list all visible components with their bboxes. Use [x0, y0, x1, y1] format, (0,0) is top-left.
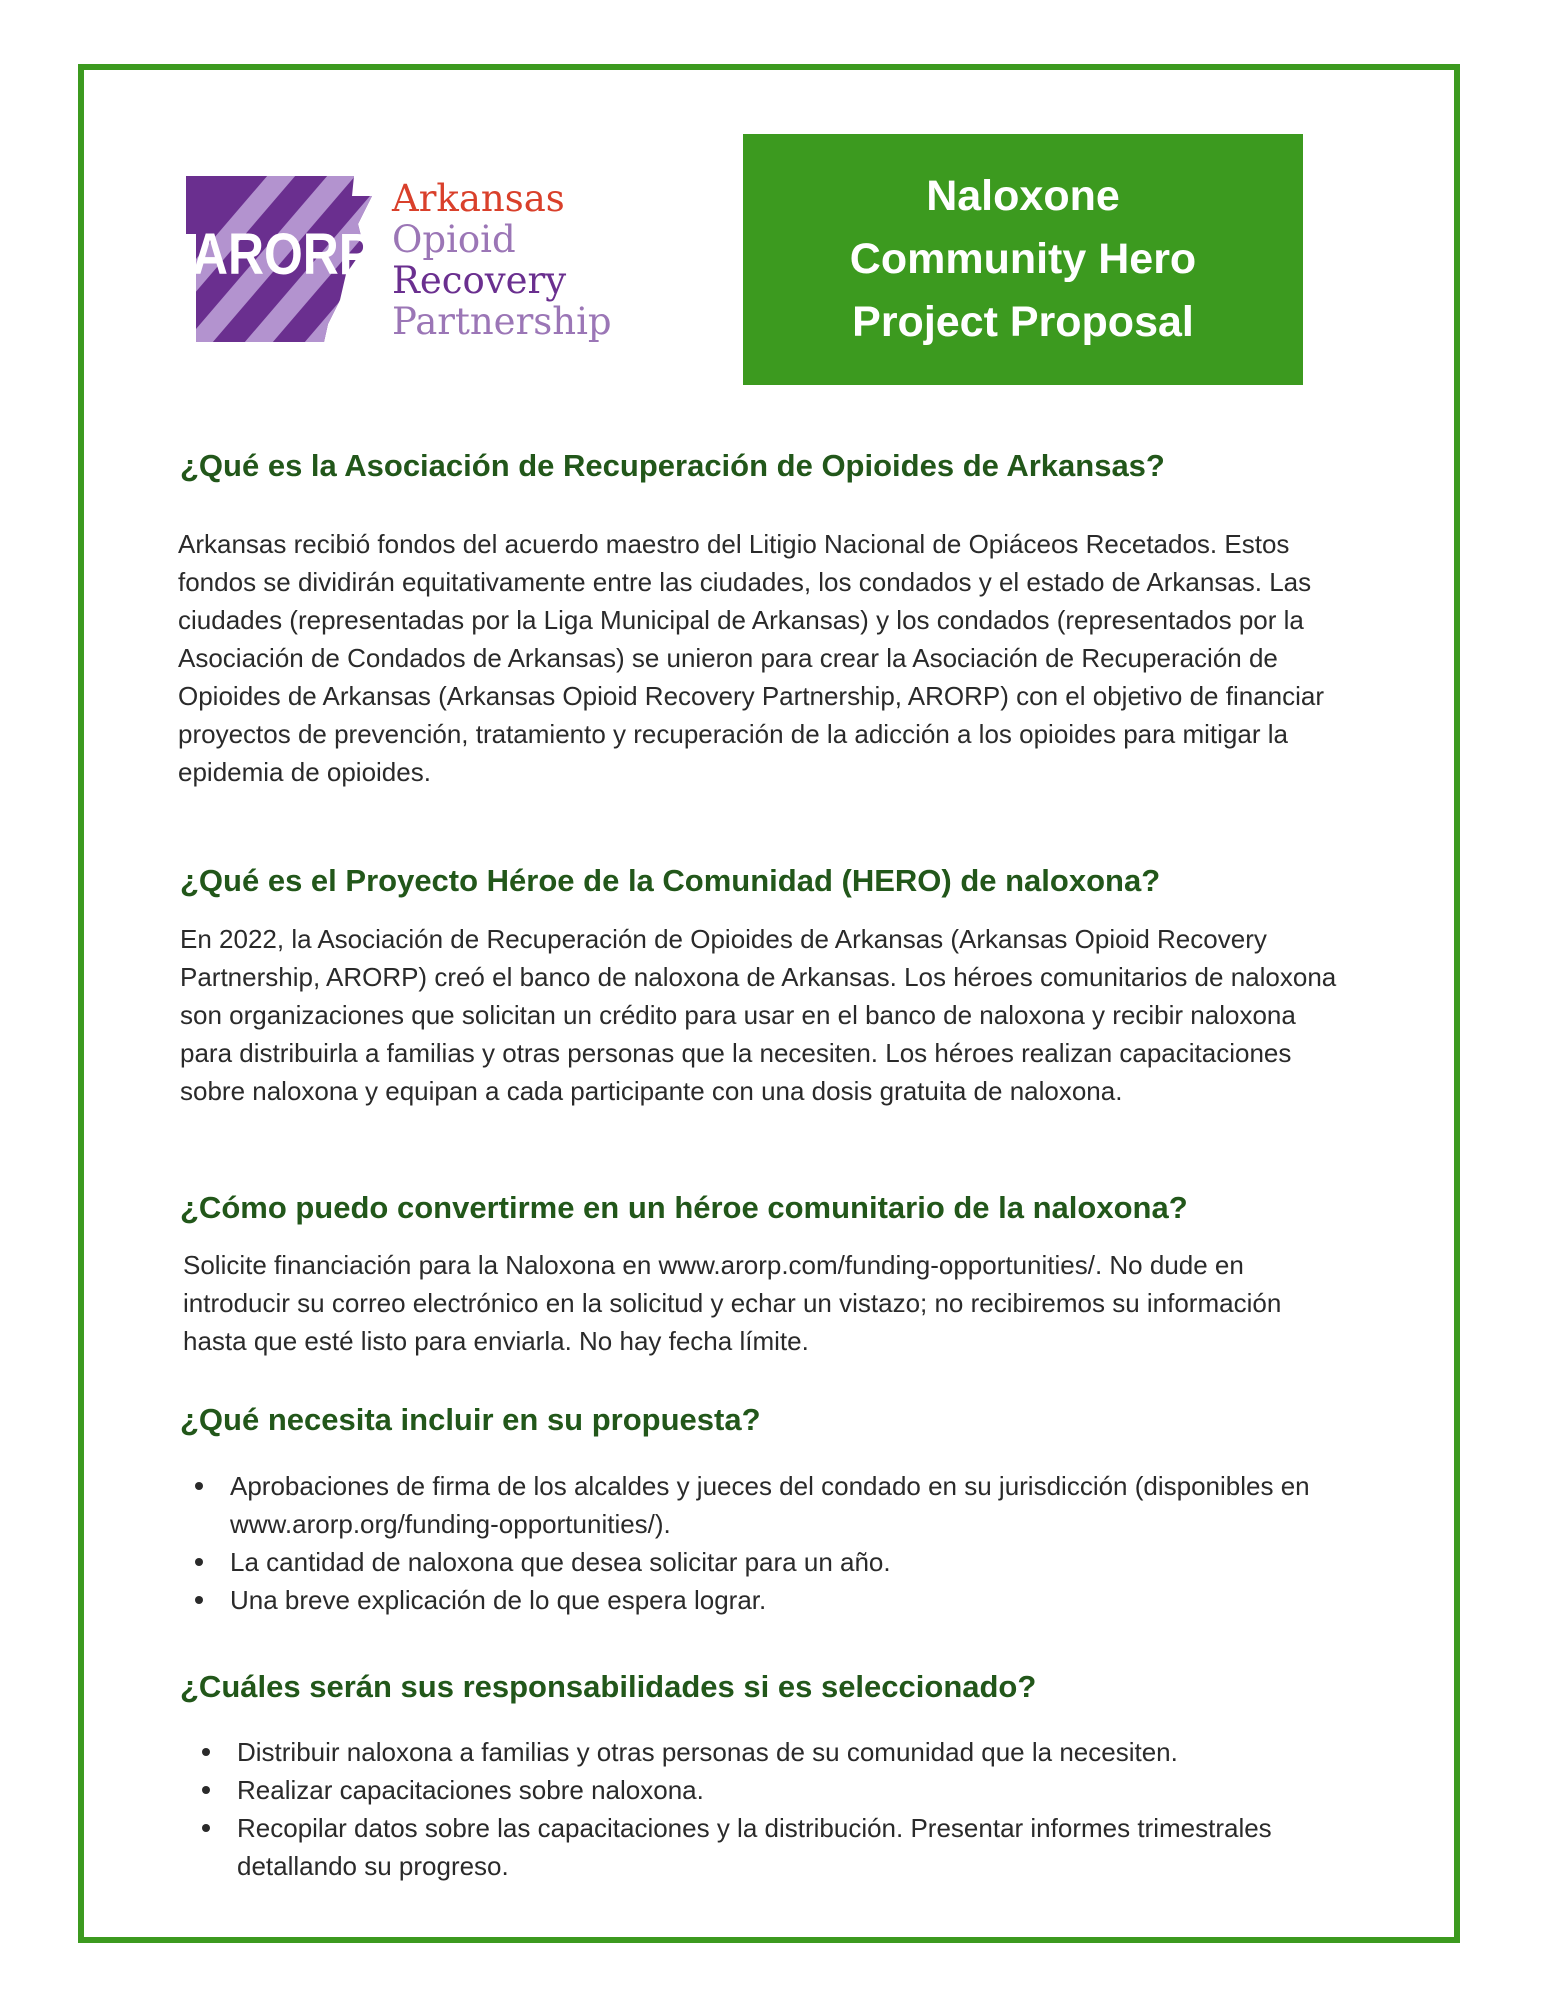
section-heading: ¿Cuáles serán sus responsabilidades si es seleccionado? [180, 1669, 1037, 1704]
list-item: Realizar capacitaciones sobre naloxona. [187, 1771, 1347, 1809]
section-paragraph: Solicite financiación para la Naloxona en www.arorp.com/funding-opportunities/. No dude en introducir su correo electrónico en la solicitud y echar un vistazo; no recibiremos su información hasta que esté listo para enviarla. No hay fecha límite. [183, 1250, 1282, 1356]
logo-line: Recovery [392, 259, 567, 302]
list-item: Recopilar datos sobre las capacitaciones y la distribución. Presentar informes trimestrales detallando su progreso. [187, 1809, 1347, 1885]
logo-line: Arkansas [392, 177, 565, 220]
title-line: Community Hero [849, 235, 1197, 283]
title-line: Naloxone [926, 172, 1120, 220]
title-box [743, 134, 1303, 385]
list-item: La cantidad de naloxona que desea solicitar para un año. [180, 1543, 1320, 1581]
list-item: Aprobaciones de firma de los alcaldes y jueces del condado en su jurisdicción (disponibles en www.arorp.org/funding-opportunities/). [180, 1467, 1320, 1543]
responsibilities-list [187, 1733, 1347, 1885]
logo-line: Partnership [392, 300, 612, 343]
logo-acronym: ARORP [192, 222, 372, 287]
list-item: Distribuir naloxona a familias y otras personas de su comunidad que la necesiten. [187, 1733, 1347, 1771]
arkansas-state-icon [186, 174, 386, 344]
proposal-requirements-list [180, 1467, 1320, 1619]
list-item: Una breve explicación de lo que espera lograr. [180, 1581, 1320, 1619]
section-paragraph: En 2022, la Asociación de Recuperación de Opioides de Arkansas (Arkansas Opioid Recovery Partnership, ARORP) creó el banco de naloxona de Arkansas. Los héroes comunitarios de naloxona son organizaciones que solicitan un crédito para usar en el banco de naloxona y recibir naloxona para distribuirla a familias y otras personas que la necesiten. Los héroes realizan capacitaciones sobre naloxona y equipan a cada participante con una dosis gratuita de naloxona. [180, 924, 1337, 1106]
title-line: Project Proposal [852, 298, 1194, 346]
arorp-logo [186, 174, 626, 344]
logo-line: Opioid [392, 218, 516, 261]
section-heading: ¿Qué es el Proyecto Héroe de la Comunidad (HERO) de naloxona? [180, 863, 1161, 898]
section-heading: ¿Qué necesita incluir en su propuesta? [180, 1402, 761, 1437]
section-heading: ¿Qué es la Asociación de Recuperación de Opioides de Arkansas? [180, 448, 1165, 483]
logo-wordmark [392, 178, 612, 342]
section-heading: ¿Cómo puedo convertirme en un héroe comunitario de la naloxona? [180, 1190, 1188, 1225]
section-paragraph: Arkansas recibió fondos del acuerdo maestro del Litigio Nacional de Opiáceos Recetados. Estos fondos se dividirán equitativamente entre las ciudades, los condados y el estado de Arkansas. Las ciudades (representadas por la Liga Municipal de Arkansas) y los condados (representados por la Asociación de Condados de Arkansas) se unieron para crear la Asociación de Recuperación de Opioides de Arkansas (Arkansas Opioid Recovery Partnership, ARORP) con el objetivo de financiar proyectos de prevención, tratamiento y recuperación de la adicción a los opioides para mitigar la epidemia de opioides. [178, 529, 1325, 787]
